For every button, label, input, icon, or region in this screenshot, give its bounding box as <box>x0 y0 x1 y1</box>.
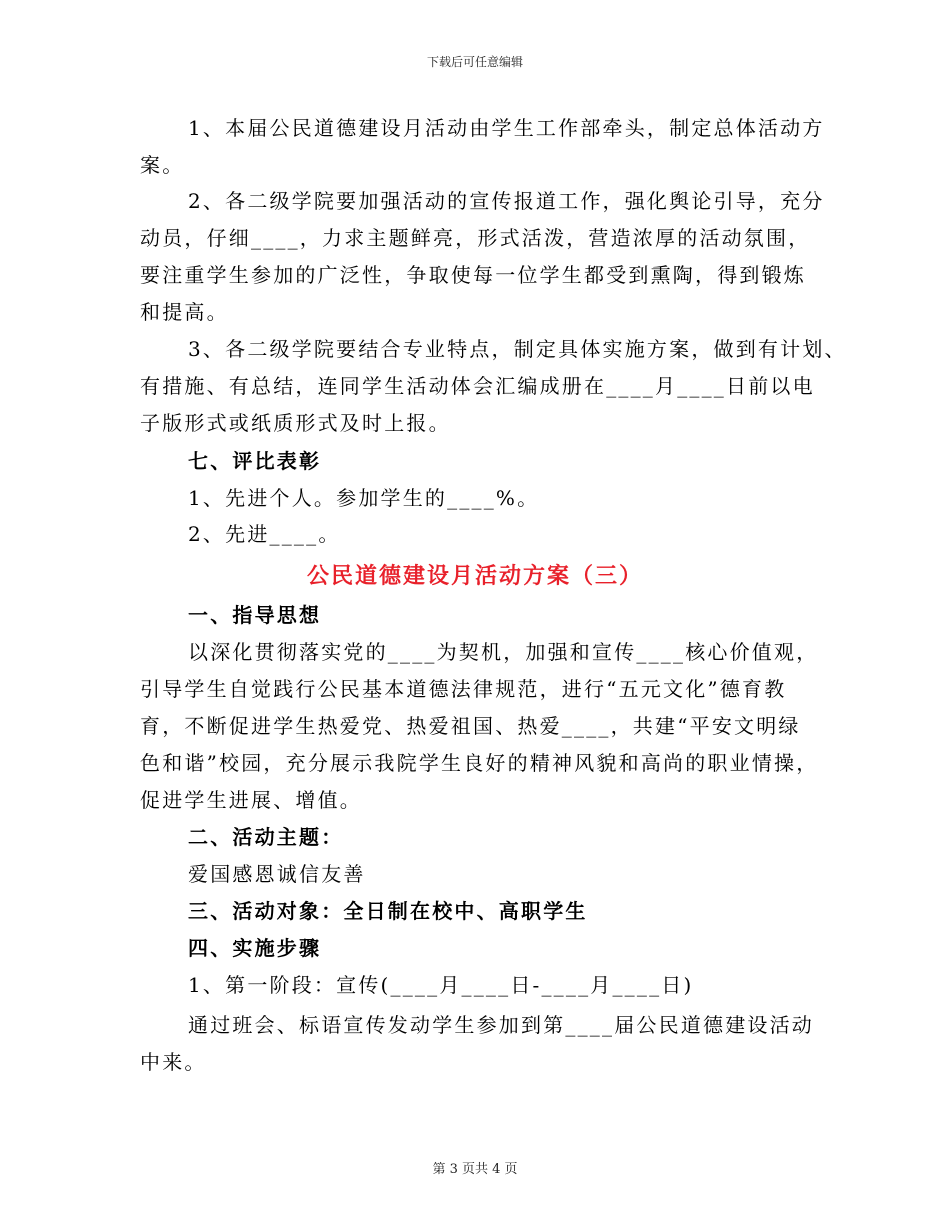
section-heading: 四、实施步骤 <box>188 936 322 960</box>
paragraph-line: 1、先进个人。参加学生的____%。 <box>188 486 540 510</box>
page-footer: 第 3 页共 4 页 <box>432 1162 518 1177</box>
document-title: 公民道德建设月活动方案（三） <box>306 564 643 589</box>
paragraph-line: 色和谐”校园，充分展示我院学生良好的精神风貌和高尚的职业情操， <box>140 751 819 775</box>
paragraph-line: 和提高。 <box>140 300 229 324</box>
section-heading: 二、活动主题： <box>188 825 344 849</box>
section-heading: 一、指导思想 <box>188 603 322 627</box>
paragraph-line: 中来。 <box>140 1050 207 1074</box>
section-heading: 七、评比表彰 <box>188 449 322 473</box>
paragraph-line: 通过班会、标语宣传发动学生参加到第____届公民道德建设活动 <box>188 1013 814 1037</box>
paragraph-line: 爱国感恩诚信友善 <box>188 862 366 886</box>
paragraph-line: 有措施、有总结，连同学生活动体会汇编成册在____月____日前以电 <box>140 374 815 398</box>
paragraph-line: 要注重学生参加的广泛性，争取使每一位学生都受到熏陶，得到锻炼 <box>140 263 806 287</box>
paragraph-line: 以深化贯彻落实党的____为契机，加强和宣传____核心价值观， <box>188 640 819 664</box>
paragraph-line: 3、各二级学院要结合专业特点，制定具体实施方案，做到有计划、 <box>188 337 847 361</box>
paragraph-line: 育，不断促进学生热爱党、热爱祖国、热爱____，共建“平安文明绿 <box>140 714 801 738</box>
paragraph-line: 子版形式或纸质形式及时上报。 <box>140 411 451 435</box>
paragraph-line: 案。 <box>140 153 185 177</box>
paragraph-line: 2、先进____。 <box>188 522 341 546</box>
paragraph-line: 1、本届公民道德建设月活动由学生工作部牵头，制定总体活动方 <box>188 116 825 140</box>
paragraph-line: 引导学生自觉践行公民基本道德法律规范，进行“五元文化”德育教 <box>140 677 787 701</box>
paragraph-line: 2、各二级学院要加强活动的宣传报道工作，强化舆论引导，充分 <box>188 189 825 213</box>
page-header: 下载后可任意编辑 <box>426 55 523 69</box>
paragraph-line: 促进学生进展、增值。 <box>140 788 362 812</box>
section-heading: 三、活动对象：全日制在校中、高职学生 <box>188 899 588 923</box>
paragraph-line: 1、第一阶段：宣传(____月____日-____月____日) <box>188 973 694 997</box>
paragraph-line: 动员，仔细____，力求主题鲜亮，形式活泼，营造浓厚的活动氛围， <box>140 226 811 250</box>
